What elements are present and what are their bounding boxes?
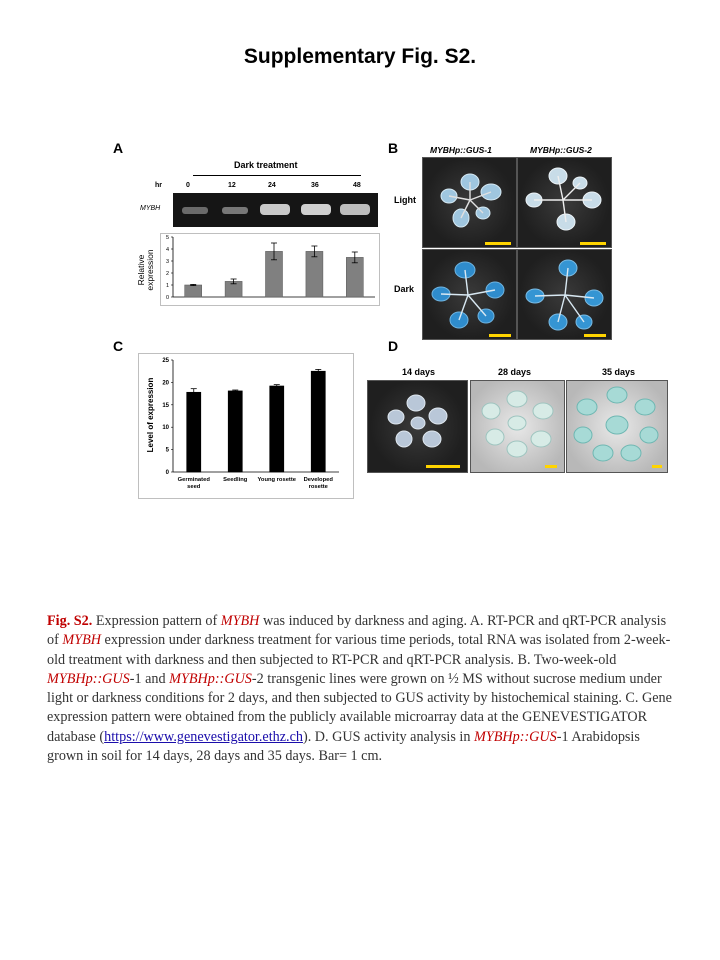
caption-line-name: MYBHp::GUS (474, 728, 557, 745)
y-tick-label: 2 (165, 271, 169, 277)
gus1-light-photo (422, 157, 517, 248)
time-unit-label: hr (155, 182, 162, 189)
scale-bar (580, 242, 606, 245)
caption-figure-label: Fig. S2. (47, 613, 93, 629)
seedling-graphic (518, 158, 611, 247)
y-tick-label: 5 (165, 235, 169, 241)
bar (270, 386, 284, 472)
plant-graphic (567, 381, 667, 472)
gus2-dark-photo (517, 249, 612, 340)
genevestigator-link[interactable]: https://www.genevestigator.ethz.ch (104, 728, 303, 745)
gus2-light-photo (517, 157, 612, 248)
gel-band (182, 207, 208, 214)
timepoint-label: 12 (228, 182, 236, 189)
caption-text: was induced by darkness and aging. A. RT-PCR and qRT-PCR analysis of (47, 613, 667, 649)
y-tick-label: 20 (162, 380, 169, 387)
x-tick-label: Developed (303, 477, 333, 483)
bar (306, 251, 323, 297)
label-14-days: 14 days (402, 367, 436, 377)
gel-band (340, 204, 370, 215)
figure-title: Supplementary Fig. S2. (243, 45, 477, 68)
timepoint-label: 36 (311, 182, 319, 189)
y-tick-label: 0 (165, 295, 169, 301)
y-tick-label: 10 (162, 425, 169, 432)
scale-bar (485, 242, 511, 245)
caption-text: -2 transgenic lines were grown on ½ MS without sucrose medium under light or darkness conditions for 2 days, and then subjected to GUS activity by histochemical staining. C. Gene expression pattern were obtained from the publicly available microarray data at the GENEVESTIGATOR database ( (47, 670, 672, 745)
caption-text: Expression pattern of (92, 613, 221, 629)
caption-gene-name: MYBH (220, 613, 260, 629)
bar (346, 257, 363, 297)
caption-text: ). D. GUS activity analysis in (302, 728, 474, 745)
col-label-gus1: MYBHp::GUS-1 (430, 145, 492, 155)
scale-bar (426, 465, 460, 468)
scale-bar (652, 465, 662, 468)
plant-graphic (368, 381, 467, 472)
col-label-gus2: MYBHp::GUS-2 (530, 145, 592, 155)
bar (311, 371, 325, 472)
x-tick-label: Seedling (223, 477, 248, 483)
plant-28-days-photo (470, 380, 565, 473)
caption-line-name: MYBHp::GUS (47, 670, 130, 687)
chart-a-svg (161, 234, 379, 305)
chart-a-frame (160, 233, 380, 306)
caption-gene-name: MYBH (62, 632, 101, 649)
gus1-dark-photo (422, 249, 517, 340)
bar (228, 391, 242, 472)
x-tick-label: Germinated (177, 477, 210, 483)
bar (185, 285, 202, 297)
plant-graphic (471, 381, 564, 472)
row-label-light: Light (394, 195, 416, 205)
row-label-dark: Dark (394, 284, 415, 294)
seedling-graphic (423, 158, 516, 247)
y-tick-label: 1 (165, 283, 169, 289)
gel-image (173, 193, 378, 227)
x-tick-label: Young rosette (257, 477, 297, 483)
label-28-days: 28 days (498, 367, 532, 377)
bar (187, 392, 201, 472)
seedling-graphic (518, 250, 611, 339)
caption-text: -1 Arabidopsis grown in soil for 14 days, 28 days and 35 days. Bar= 1 cm. (47, 728, 640, 765)
plant-35-days-photo (566, 380, 668, 473)
label-35-days: 35 days (602, 367, 636, 377)
y-tick-label: 15 (162, 402, 169, 409)
gene-label: MYBH (140, 205, 161, 212)
timepoint-label: 24 (268, 182, 276, 189)
x-tick-label: seed (187, 484, 201, 490)
gel-band (260, 204, 290, 215)
y-tick-label: 25 (162, 358, 169, 364)
y-tick-label: 0 (165, 470, 169, 476)
chart-c-svg (139, 354, 353, 498)
x-tick-label: rosette (308, 484, 328, 490)
scale-bar (545, 465, 557, 468)
caption-text: expression under darkness treatment for various time periods, total RNA was isolated from 2-week-old treatment with darkness and then subjected to RT-PCR and qRT-PCR analysis. B. Two-week-old (47, 632, 671, 668)
timepoint-label: 48 (353, 182, 361, 189)
gel-band (301, 204, 331, 215)
y-tick-label: 4 (165, 247, 169, 253)
caption-text: -1 and (129, 670, 170, 687)
scale-bar (584, 334, 606, 337)
gel-band (222, 207, 248, 214)
seedling-graphic (423, 250, 516, 339)
chart-c-frame (138, 353, 354, 499)
scale-bar (489, 334, 511, 337)
dark-treatment-label: Dark treatment (234, 160, 298, 170)
panel-label-d: D (388, 338, 399, 354)
chart-c-ylabel: Level of expression (146, 377, 155, 453)
panel-label-a: A (113, 140, 124, 156)
y-tick-label: 3 (165, 259, 169, 265)
caption-line-name: MYBHp::GUS (169, 670, 252, 687)
chart-a-ylabel: Relative expression (136, 249, 155, 291)
panel-label-c: C (113, 338, 124, 354)
figure-caption (47, 612, 672, 766)
timepoint-label: 0 (186, 182, 190, 189)
treatment-bracket (193, 175, 361, 176)
plant-14-days-photo (367, 380, 468, 473)
y-tick-label: 5 (165, 447, 169, 454)
panel-label-b: B (388, 140, 399, 156)
